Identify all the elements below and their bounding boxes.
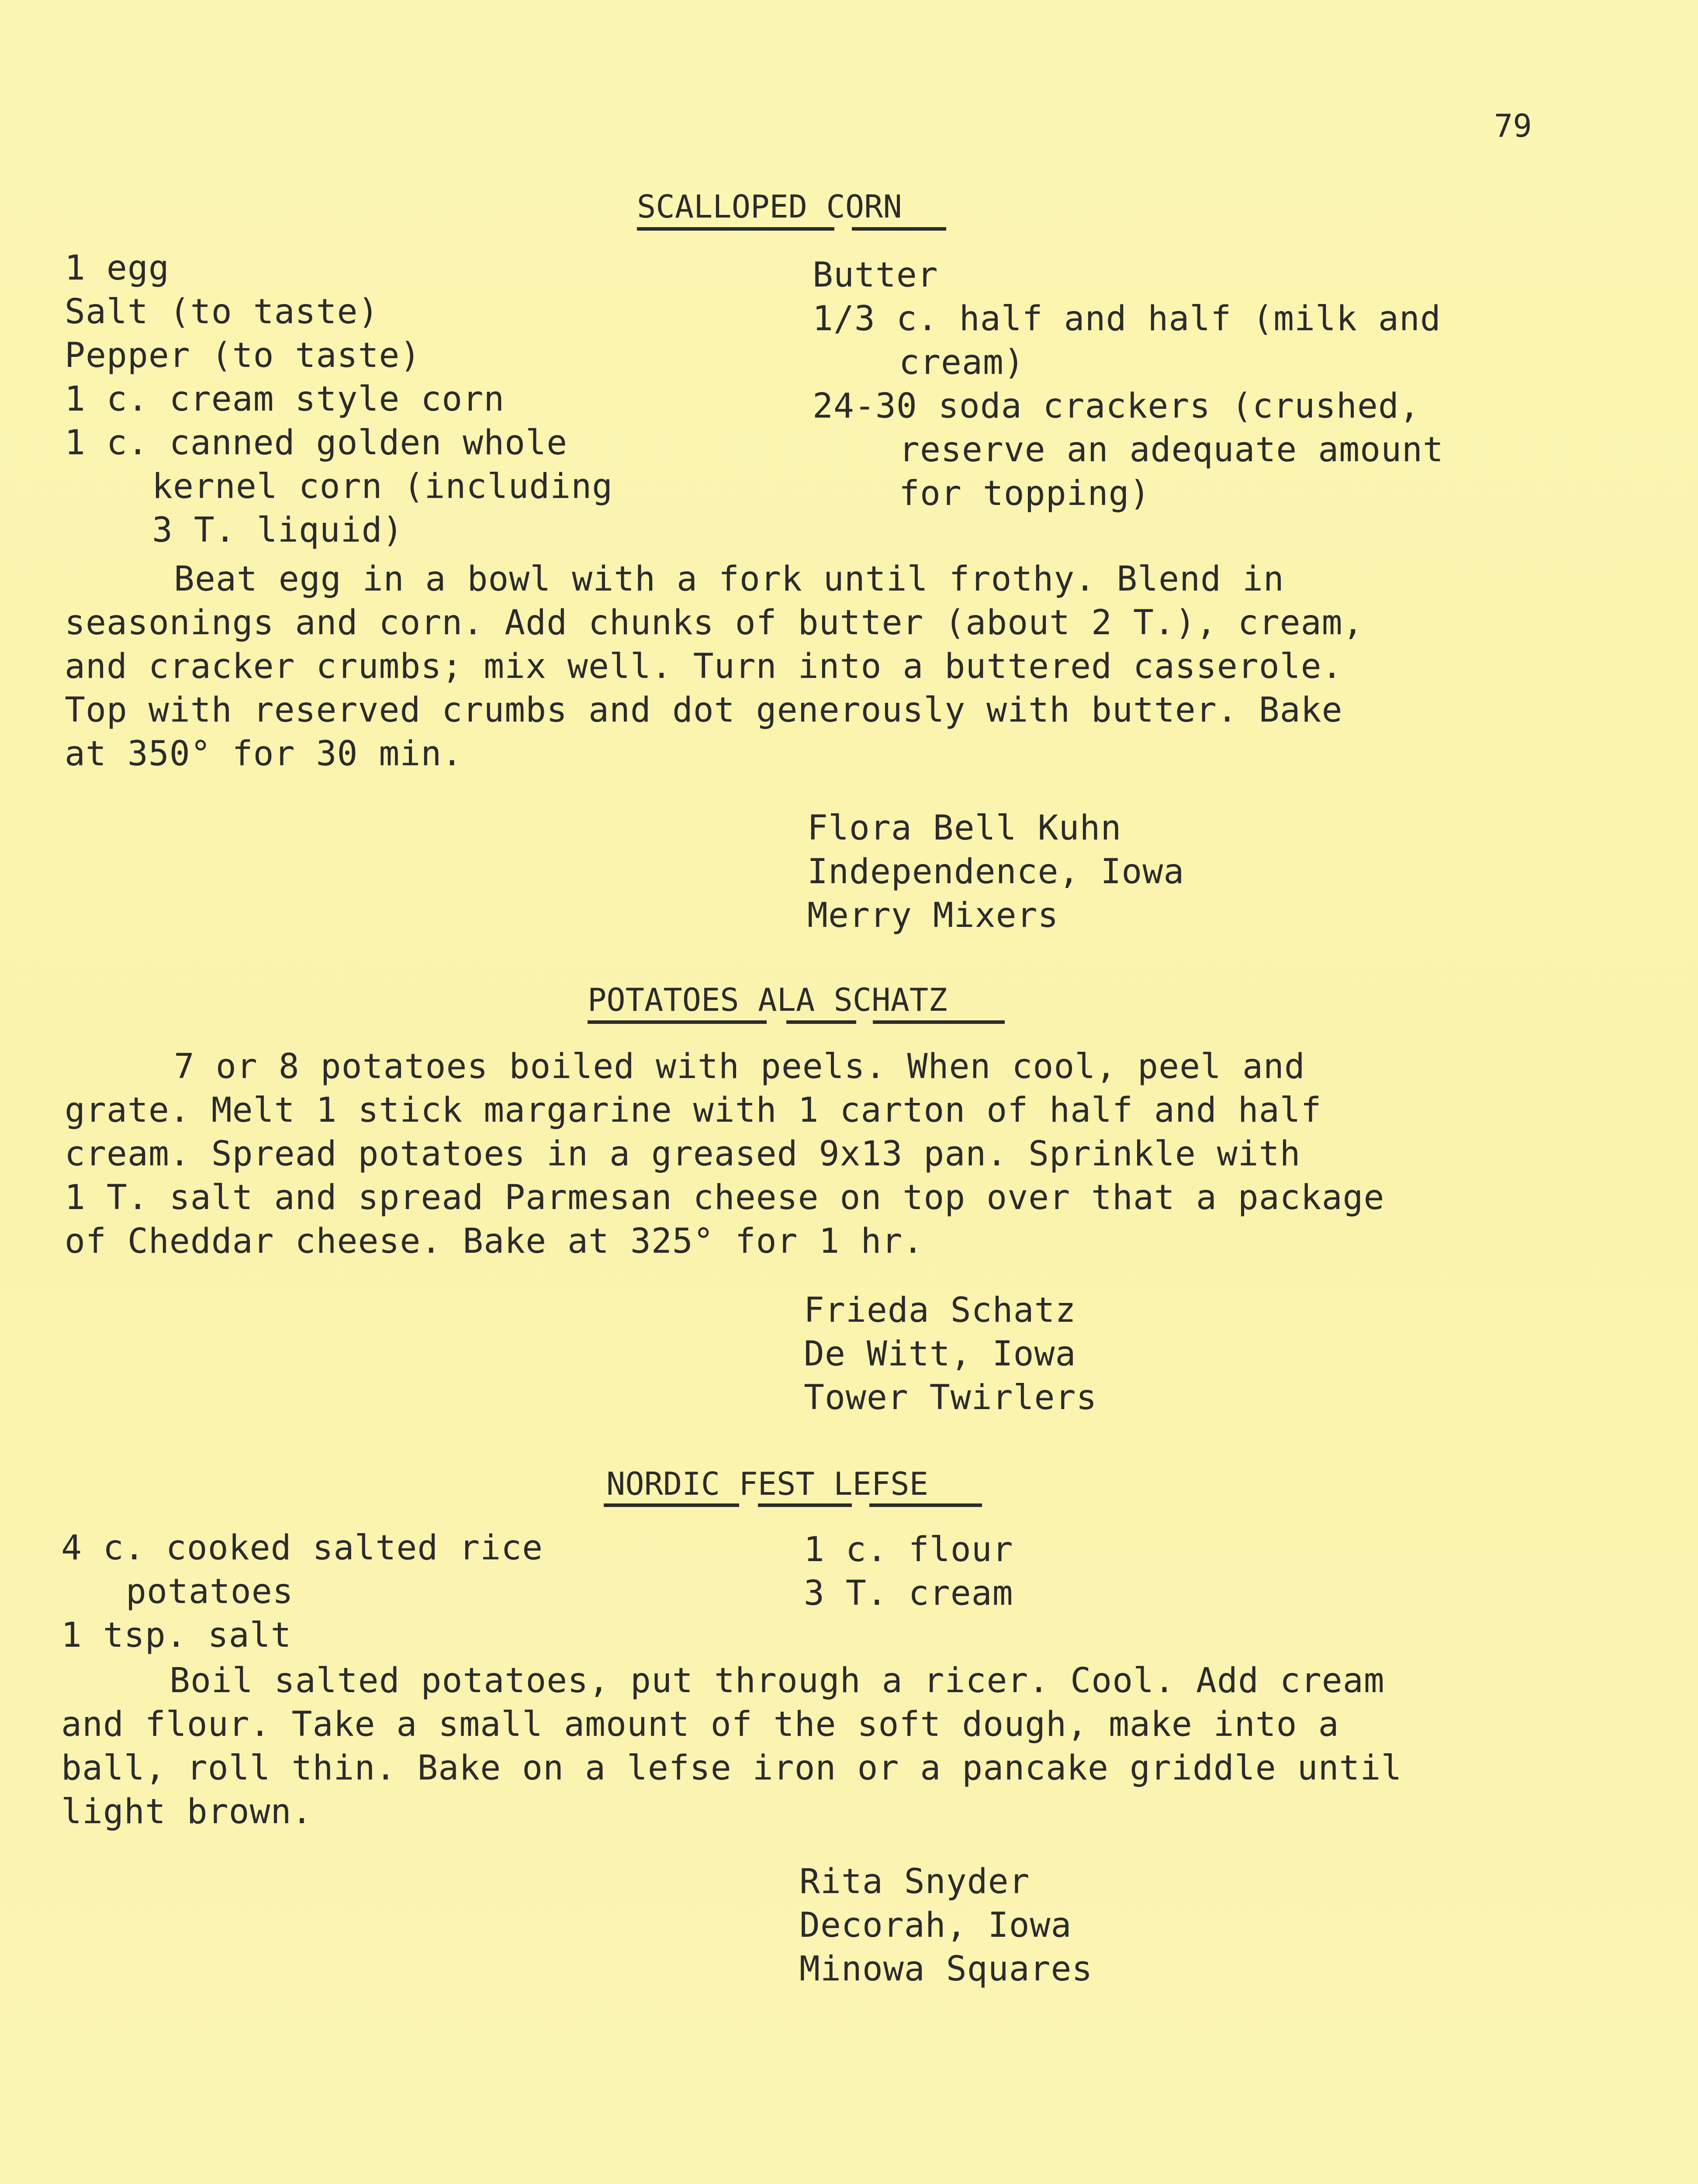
direction-line: light brown. xyxy=(61,1792,313,1832)
author-club: Tower Twirlers xyxy=(804,1378,1097,1417)
direction-line: grate. Melt 1 stick margarine with 1 carton of half and half xyxy=(65,1091,1322,1130)
title-underline xyxy=(604,1503,739,1507)
title-underline xyxy=(758,1503,852,1507)
author-name: Flora Bell Kuhn xyxy=(807,809,1122,848)
direction-line: of Cheddar cheese. Bake at 325° for 1 hr. xyxy=(65,1222,924,1261)
ingredient-line: 4 c. cooked salted rice xyxy=(61,1528,543,1568)
title-underline xyxy=(637,227,834,231)
author-town: De Witt, Iowa xyxy=(804,1334,1076,1374)
ingredient-line: potatoes xyxy=(126,1572,294,1611)
author-town: Independence, Iowa xyxy=(807,852,1185,892)
author-name: Rita Snyder xyxy=(799,1862,1030,1901)
author-club: Merry Mixers xyxy=(807,896,1059,935)
direction-line: and flour. Take a small amount of the soft dough, make into a xyxy=(61,1705,1339,1744)
direction-line: cream. Spread potatoes in a greased 9x13 pan. Sprinkle with xyxy=(65,1134,1301,1174)
direction-line: seasonings and corn. Add chunks of butter (about 2 T.), cream, xyxy=(65,603,1364,643)
ingredient-line: 24-30 soda crackers (crushed, xyxy=(813,387,1420,426)
ingredient-line: 1 egg xyxy=(65,249,169,288)
ingredient-line: for topping) xyxy=(899,474,1151,513)
direction-line: Boil salted potatoes, put through a ricer. Cool. Add cream xyxy=(169,1661,1385,1700)
author-town: Decorah, Iowa xyxy=(799,1906,1072,1945)
page-number: 79 xyxy=(1494,107,1532,144)
author-name: Frieda Schatz xyxy=(804,1291,1076,1330)
direction-line: at 350° for 30 min. xyxy=(65,734,463,774)
author-club: Minowa Squares xyxy=(799,1949,1093,1989)
ingredient-line: 1 c. flour xyxy=(804,1530,1013,1569)
title-underline xyxy=(869,1503,982,1507)
ingredient-line: 1 tsp. salt xyxy=(61,1616,292,1655)
title-underline xyxy=(873,1020,1005,1024)
ingredient-line: 1/3 c. half and half (milk and xyxy=(813,299,1441,339)
title-underline xyxy=(588,1020,767,1024)
ingredient-line: 1 c. cream style corn xyxy=(65,380,505,419)
direction-line: Top with reserved crumbs and dot generously with butter. Bake xyxy=(65,691,1343,730)
ingredient-line: Pepper (to taste) xyxy=(65,336,421,375)
title-underline xyxy=(852,227,946,231)
title-underline xyxy=(786,1020,856,1024)
recipe-title-scalloped-corn: SCALLOPED CORN xyxy=(637,188,902,225)
recipe-title-potatoes-ala-schatz: POTATOES ALA SCHATZ xyxy=(588,981,948,1018)
ingredient-line: Salt (to taste) xyxy=(65,292,379,332)
ingredient-line: reserve an adequate amount xyxy=(899,430,1444,470)
direction-line: 1 T. salt and spread Parmesan cheese on top over that a package xyxy=(65,1178,1385,1217)
ingredient-line: 3 T. liquid) xyxy=(152,511,404,550)
ingredient-line: 3 T. cream xyxy=(804,1574,1013,1613)
direction-line: and cracker crumbs; mix well. Turn into a buttered casserole. xyxy=(65,647,1343,686)
ingredient-line: 1 c. canned golden whole xyxy=(65,423,568,463)
recipe-title-nordic-fest-lefse: NORDIC FEST LEFSE xyxy=(606,1465,928,1502)
direction-line: ball, roll thin. Bake on a lefse iron or a pancake griddle until xyxy=(61,1749,1402,1788)
direction-line: 7 or 8 potatoes boiled with peels. When cool, peel and xyxy=(174,1047,1305,1086)
direction-line: Beat egg in a bowl with a fork until frothy. Blend in xyxy=(174,560,1284,599)
ingredient-line: Butter xyxy=(813,256,938,295)
ingredient-line: kernel corn (including xyxy=(152,467,613,506)
ingredient-line: cream) xyxy=(899,343,1025,382)
